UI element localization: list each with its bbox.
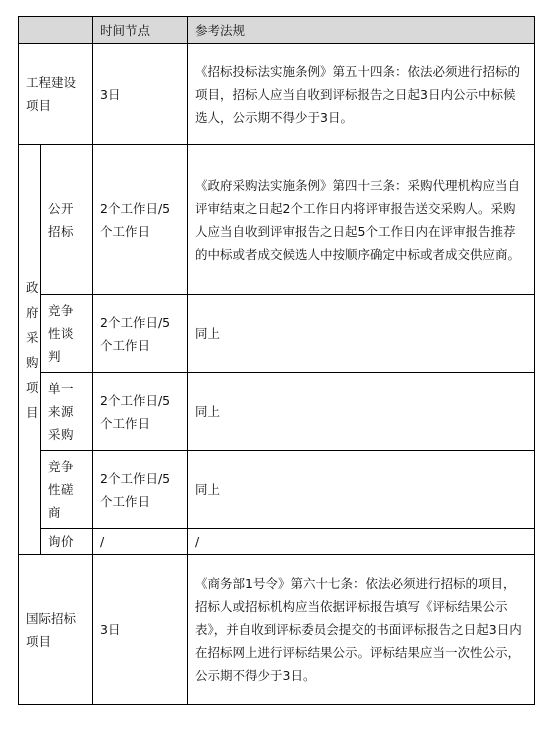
gov-public-time: 2个工作日/5个工作日 [93, 145, 188, 295]
gov-consultation-reference: 同上 [188, 451, 535, 529]
international-category: 国际招标项目 [19, 555, 93, 705]
row-engineering [19, 44, 535, 145]
row-international [19, 555, 535, 705]
international-reference: 《商务部1号令》第六十七条：依法必须进行招标的项目，招标人或招标机构应当依据评标报告填写《评标结果公示表》，并自收到评标委员会提交的书面评标报告之日起3日内在招标网上进行评标结果公示。评标结果应当一次性公示，公示期不得少于3日。 [188, 555, 535, 705]
gov-public-reference: 《政府采购法实施条例》第四十三条：采购代理机构应当自评审结束之日起2个工作日内将评审报告送交采购人。采购人应当自收到评审报告之日起5个工作日内在评审报告推荐的中标或者成交候选人中按顺序确定中标或者成交供应商。 [188, 145, 535, 295]
row-gov-inquiry [19, 529, 535, 555]
header-time-node: 时间节点 [93, 17, 188, 44]
row-gov-consultation [19, 451, 535, 529]
gov-negotiation-sub: 竞争性谈判 [41, 295, 93, 373]
header-reference: 参考法规 [188, 17, 535, 44]
row-gov-public [19, 145, 535, 295]
government-category-text: 政府采购项目 [26, 279, 39, 420]
engineering-category: 工程建设项目 [19, 44, 93, 145]
gov-single-source-time: 2个工作日/5个工作日 [93, 373, 188, 451]
gov-public-sub: 公开招标 [41, 145, 93, 295]
engineering-reference: 《招标投标法实施条例》第五十四条：依法必须进行招标的项目，招标人应当自收到评标报告之日起3日内公示中标候选人，公示期不得少于3日。 [188, 44, 535, 145]
gov-inquiry-reference: / [188, 529, 535, 555]
gov-inquiry-time: / [93, 529, 188, 555]
gov-consultation-time: 2个工作日/5个工作日 [93, 451, 188, 529]
gov-single-source-sub: 单一来源采购 [41, 373, 93, 451]
engineering-time: 3日 [93, 44, 188, 145]
gov-single-source-reference: 同上 [188, 373, 535, 451]
gov-consultation-sub: 竞争性磋商 [41, 451, 93, 529]
row-gov-single-source [19, 373, 535, 451]
regulation-table [18, 16, 535, 705]
header-project-type [19, 17, 93, 44]
gov-negotiation-time: 2个工作日/5个工作日 [93, 295, 188, 373]
international-time: 3日 [93, 555, 188, 705]
row-gov-negotiation [19, 295, 535, 373]
government-category [19, 145, 41, 555]
gov-negotiation-reference: 同上 [188, 295, 535, 373]
header-row [19, 17, 535, 44]
gov-inquiry-sub: 询价 [41, 529, 93, 555]
